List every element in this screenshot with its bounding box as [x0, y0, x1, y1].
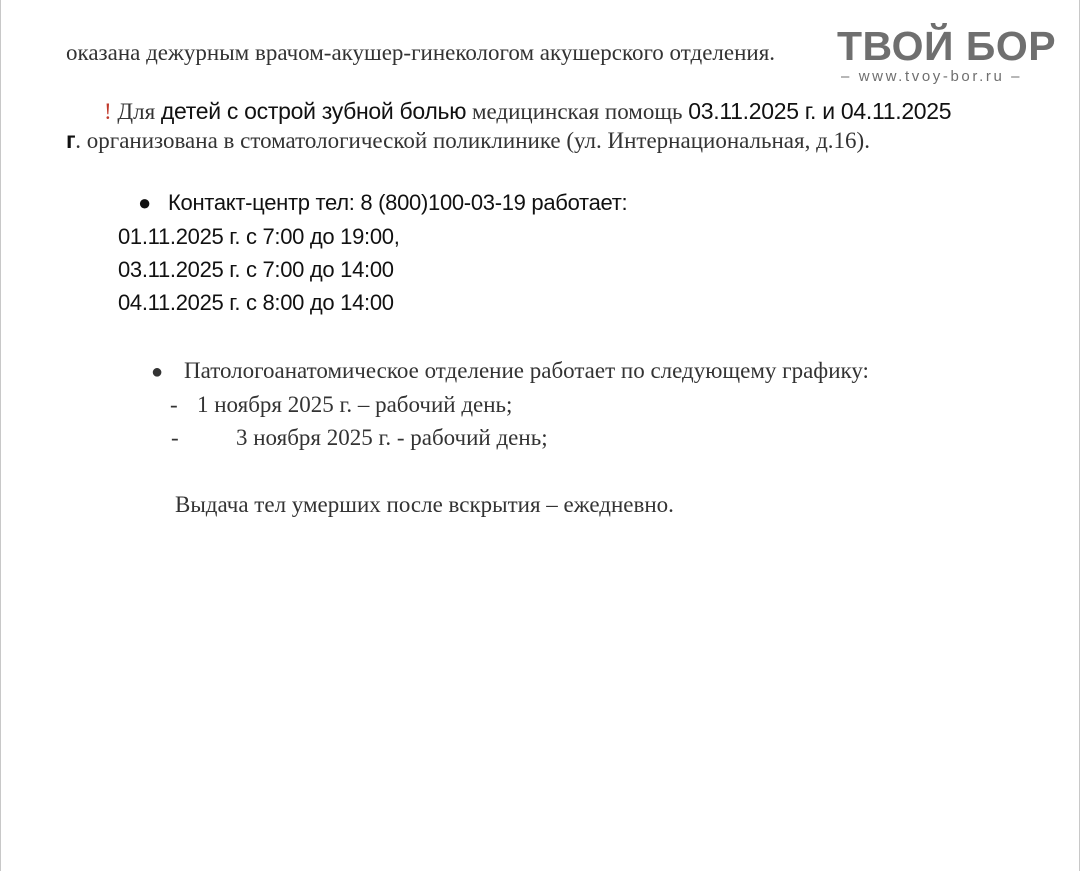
notice-text: Для [111, 99, 161, 124]
notice-bold-dates: 03.11.2025 г. и 04.11.2025 [688, 98, 952, 124]
schedule-line: 01.11.2025 г. с 7:00 до 19:00, [118, 224, 400, 249]
pathology-item [170, 392, 512, 418]
notice-text: . организована в стоматологической поликлинике (ул. Интернациональная, д.16). [75, 128, 870, 153]
brand-logo-title: ТВОЙ БОР [837, 23, 1057, 69]
bullet-icon: ● [138, 190, 151, 215]
contact-center-heading: Контакт-центр тел: 8 (800)100-03-19 работает: [168, 190, 628, 215]
bullet-icon: ● [151, 361, 164, 383]
paragraph-text: оказана дежурным врачом-акушер-гинекологом акушерского отделения. [66, 40, 776, 65]
dash-marker: - [170, 392, 178, 417]
schedule-line: 03.11.2025 г. с 7:00 до 14:00 [118, 257, 394, 282]
brand-logo-site: – www.tvoy-bor.ru – [841, 68, 1023, 85]
pathology-item-text: 1 ноября 2025 г. – рабочий день; [197, 392, 513, 417]
pathology-note: Выдача тел умерших после вскрытия – ежедневно. [175, 492, 674, 517]
pathology-heading-row [151, 358, 869, 385]
pathology-item-text: 3 ноября 2025 г. - рабочий день; [236, 425, 548, 450]
pathology-item [171, 425, 548, 451]
notice-text: медицинская помощь [466, 99, 689, 124]
children-notice-line-1 [104, 98, 951, 125]
pathology-heading: Патологоанатомическое отделение работает по следующему графику: [184, 358, 869, 383]
schedule-line: 04.11.2025 г. с 8:00 до 14:00 [118, 290, 394, 315]
brand-logo [837, 24, 1063, 88]
notice-bold-subject: детей с острой зубной болью [160, 98, 467, 124]
paragraph-line-1 [66, 40, 775, 66]
exclamation-mark: ! [104, 99, 112, 124]
dash-marker: - [171, 425, 179, 450]
notice-bold-suffix: г [66, 127, 76, 153]
contact-center-heading-row [138, 190, 627, 216]
children-notice-line-2 [66, 127, 870, 154]
